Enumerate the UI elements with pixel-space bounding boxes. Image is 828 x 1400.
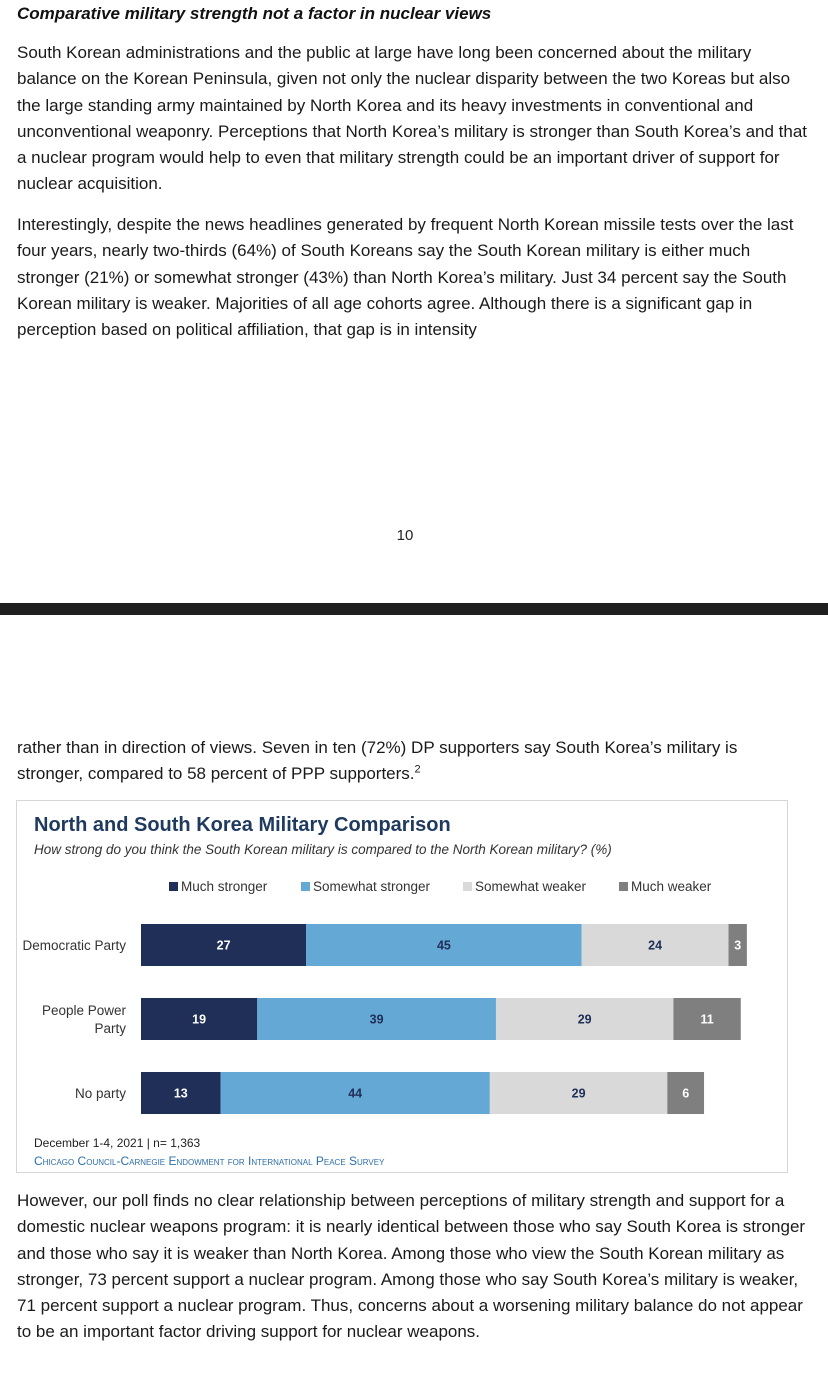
section-heading: Comparative military strength not a factor in nuclear views bbox=[17, 4, 492, 23]
paragraph-3 bbox=[17, 735, 807, 788]
legend-label: Somewhat weaker bbox=[475, 879, 587, 894]
data-label-no-party-somewhat-stronger: 44 bbox=[348, 1086, 363, 1101]
stacked-bar-chart bbox=[17, 901, 787, 1126]
data-label-people-power-party-somewhat-stronger: 39 bbox=[369, 1012, 384, 1027]
category-label-democratic-party: Democratic Party bbox=[22, 938, 126, 953]
data-label-no-party-much-stronger: 13 bbox=[173, 1086, 188, 1101]
legend-label: Much weaker bbox=[631, 879, 712, 894]
page-top bbox=[0, 0, 828, 603]
page-separator bbox=[0, 603, 828, 615]
data-label-democratic-party-somewhat-weaker: 24 bbox=[648, 938, 663, 953]
paragraph-3-text: rather than in direction of views. Seven in ten (72%) DP supporters say South Korea’s military is stronger, compared to 58 percent of PPP supporters. bbox=[17, 738, 738, 784]
data-label-people-power-party-somewhat-weaker: 29 bbox=[577, 1012, 592, 1027]
page-number: 10 bbox=[396, 527, 414, 544]
paragraph-2: Interestingly, despite the news headlines generated by frequent North Korean missile tests over the last four years, nearly two-thirds (64%) of South Koreans say the South Korean military is either much stronger (21%) or somewhat stronger (43%) than North Korea’s military. Just 34 percent say the South Korean military is weaker. Majorities of all age cohorts agree. Although there is a significant gap in perception based on political affiliation, that gap is in intensity bbox=[17, 215, 794, 340]
paragraph-1: South Korean administrations and the public at large have long been concerned about the military balance on the Korean Peninsula, given not only the nuclear disparity between the two Koreas but also the large standing army maintained by North Korea and its heavy investments in conventional and unconventional weaponry. Perceptions that North Korea’s military is stronger than South Korea’s and that a nuclear program would help to even that military strength could be an important driver of support for nuclear acquisition. bbox=[17, 43, 808, 194]
legend-swatch bbox=[463, 882, 472, 891]
chart-title: North and South Korea Military Comparison bbox=[34, 814, 451, 836]
footnote-reference[interactable]: 2 bbox=[414, 763, 421, 776]
legend-item-somewhat-stronger bbox=[301, 879, 430, 894]
legend-label: Much stronger bbox=[181, 879, 268, 894]
survey-source: Chicago Council-Carnegie Endowment for International Peace Survey bbox=[34, 1154, 385, 1168]
chart-subtitle: How strong do you think the South Korean military is compared to the North Korean military? (%) bbox=[34, 842, 612, 857]
data-label-people-power-party-much-stronger: 19 bbox=[192, 1012, 207, 1027]
category-label-people-power-party: People Power Party bbox=[41, 1003, 126, 1036]
data-label-no-party-much-weaker: 6 bbox=[682, 1086, 690, 1101]
legend-swatch bbox=[619, 882, 628, 891]
paragraph-4: However, our poll finds no clear relationship between perceptions of military strength and support for a domestic nuclear weapons program: it is nearly identical between those who say South Korea is stronger and those who say it is weaker than North Korea. Among those who view the South Korean military as stronger, 73 percent support a nuclear program. Among those who say South Korea’s military is weaker, 71 percent support a nuclear program. Thus, concerns about a worsening military balance do not appear to be an important factor driving support for nuclear weapons. bbox=[17, 1191, 806, 1342]
legend-label: Somewhat stronger bbox=[313, 879, 431, 894]
legend-item-much-stronger bbox=[169, 879, 267, 894]
legend-swatch bbox=[301, 882, 310, 891]
category-label-no-party: No party bbox=[74, 1086, 126, 1101]
data-label-democratic-party-much-stronger: 27 bbox=[216, 938, 231, 953]
legend-swatch bbox=[169, 882, 178, 891]
legend-item-much-weaker bbox=[619, 879, 711, 894]
survey-note: December 1-4, 2021 | n= 1,363 bbox=[34, 1136, 201, 1150]
data-label-no-party-somewhat-weaker: 29 bbox=[571, 1086, 586, 1101]
data-label-people-power-party-much-weaker: 11 bbox=[700, 1012, 714, 1027]
data-label-democratic-party-somewhat-stronger: 45 bbox=[436, 938, 451, 953]
chart-figure bbox=[16, 800, 788, 1173]
legend-item-somewhat-weaker bbox=[463, 879, 586, 894]
data-label-democratic-party-much-weaker: 3 bbox=[734, 938, 742, 953]
chart-legend bbox=[17, 879, 787, 897]
